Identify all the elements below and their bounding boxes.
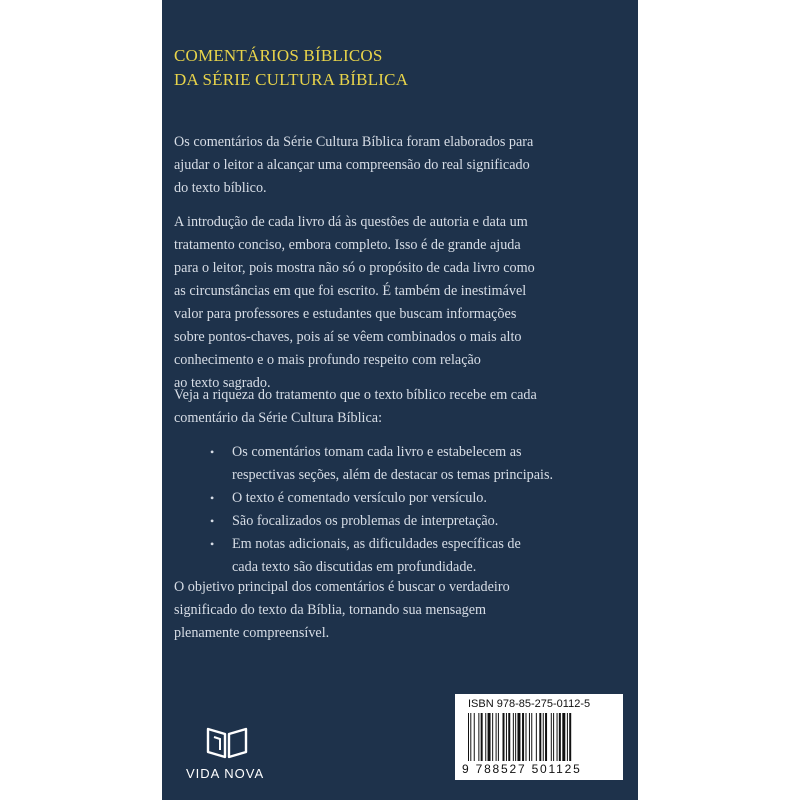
bullet-icon: • xyxy=(210,537,215,551)
intro-paragraph xyxy=(174,131,604,200)
list-item xyxy=(210,441,610,487)
text-line: São focalizados os problemas de interpretação. xyxy=(232,513,499,529)
barcode-number: 9 788527 501125 xyxy=(462,762,582,776)
text-line: cada texto são discutidas em profundidade. xyxy=(232,559,477,575)
text-line: as circunstâncias em que foi escrito. É também de inestimável xyxy=(174,283,527,299)
text-line: Em notas adicionais, as dificuldades específicas de xyxy=(232,536,521,552)
bullet-icon: • xyxy=(210,491,215,505)
text-line: conhecimento e o mais profundo respeito com relação xyxy=(174,352,481,368)
text-line: para o leitor, pois mostra não só o propósito de cada livro como xyxy=(174,260,535,276)
text-line: comentário da Série Cultura Bíblica: xyxy=(174,410,383,426)
barcode xyxy=(468,713,614,761)
text-line: significado do texto da Bíblia, tornando sua mensagem xyxy=(174,602,487,618)
text-line: Os comentários tomam cada livro e estabelecem as xyxy=(232,444,522,460)
text-line: do texto bíblico. xyxy=(174,180,267,196)
list-item xyxy=(210,487,610,510)
text-line: tratamento conciso, embora completo. Isso é de grande ajuda xyxy=(174,237,521,253)
text-line: A introdução de cada livro dá às questões de autoria e data um xyxy=(174,214,528,230)
series-title-line-1: COMENTÁRIOS BÍBLICOS xyxy=(174,46,383,65)
features-intro-paragraph xyxy=(174,384,604,430)
text-line: Veja a riqueza do tratamento que o texto bíblico recebe em cada xyxy=(174,387,537,403)
list-item xyxy=(210,533,610,579)
open-book-logo-icon xyxy=(205,726,249,760)
bullet-icon: • xyxy=(210,514,215,528)
text-line: O texto é comentado versículo por versículo. xyxy=(232,490,487,506)
conclusion-paragraph xyxy=(174,576,604,645)
features-list xyxy=(210,441,610,579)
text-line: ao texto sagrado. xyxy=(174,375,271,391)
text-line: O objetivo principal dos comentários é buscar o verdadeiro xyxy=(174,579,510,595)
series-title xyxy=(174,44,408,92)
text-line: plenamente compreensível. xyxy=(174,625,330,641)
publisher-name: VIDA NOVA xyxy=(186,766,265,781)
text-line: sobre pontos-chaves, pois aí se vêem combinados o mais alto xyxy=(174,329,522,345)
introduction-paragraph xyxy=(174,211,604,395)
text-line: Os comentários da Série Cultura Bíblica foram elaborados para xyxy=(174,134,534,150)
text-line: ajudar o leitor a alcançar uma compreensão do real significado xyxy=(174,157,530,173)
list-item xyxy=(210,510,610,533)
text-line: respectivas seções, além de destacar os temas principais. xyxy=(232,467,554,483)
text-line: valor para professores e estudantes que buscam informações xyxy=(174,306,517,322)
bullet-icon: • xyxy=(210,445,215,459)
isbn-label: ISBN 978-85-275-0112-5 xyxy=(468,698,591,710)
series-title-line-2: DA SÉRIE CULTURA BÍBLICA xyxy=(174,70,409,89)
